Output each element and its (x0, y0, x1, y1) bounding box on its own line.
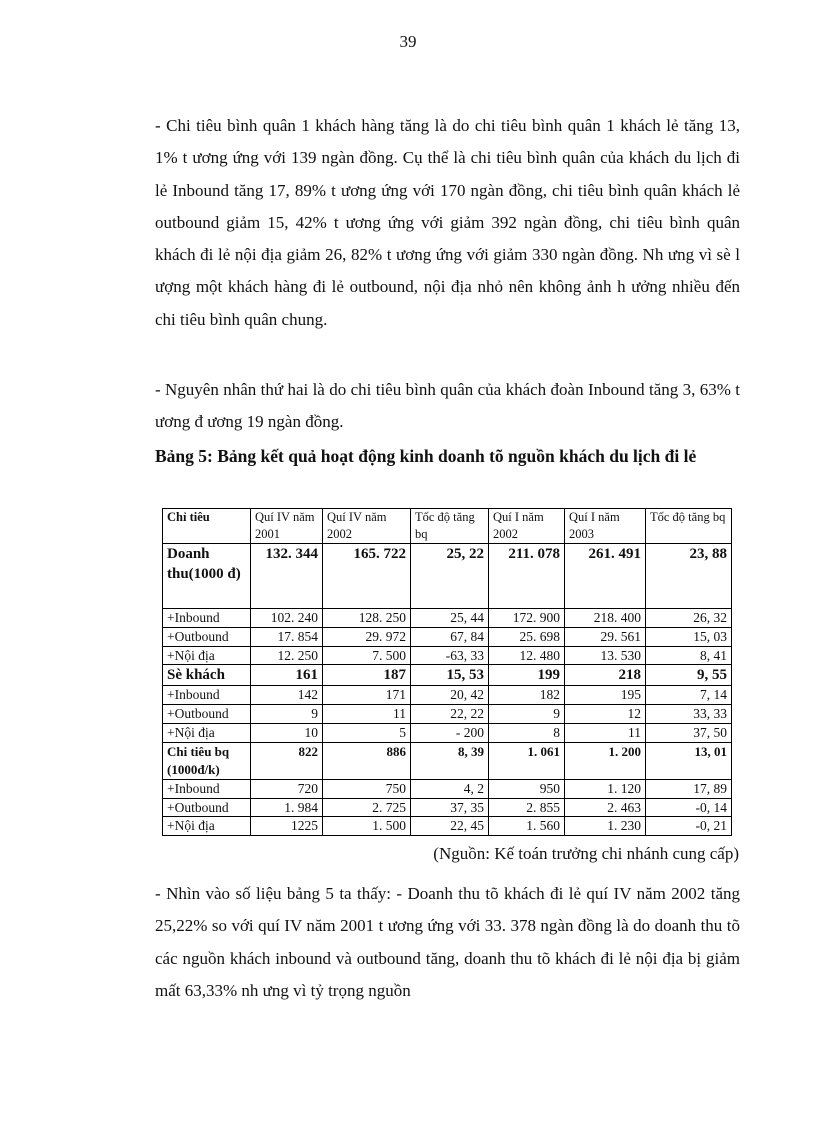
cell: 886 (323, 742, 411, 779)
cell: 261. 491 (565, 544, 646, 609)
table-row (163, 627, 732, 646)
cell: 182 (489, 686, 565, 705)
cell: 29. 561 (565, 627, 646, 646)
cell: - 200 (411, 723, 489, 742)
cell: 12 (565, 705, 646, 724)
cell: 22, 45 (411, 817, 489, 836)
row-label: +Nội địa (163, 723, 251, 742)
cell: 9, 55 (646, 665, 732, 686)
cell: 17, 89 (646, 779, 732, 798)
cell: 13. 530 (565, 646, 646, 665)
header-cell: Tốc độ tăng bq (646, 509, 732, 544)
cell: 8, 41 (646, 646, 732, 665)
paragraph-second-reason: - Nguyên nhân thứ hai là do chi tiêu bình quân của khách đoàn Inbound tăng 3, 63% t ương đ ương 19 ngàn đồng. (155, 380, 740, 432)
row-label: +Inbound (163, 686, 251, 705)
cell: 29. 972 (323, 627, 411, 646)
cell: 132. 344 (251, 544, 323, 609)
cell: 102. 240 (251, 609, 323, 628)
row-label: Sè khách (163, 665, 251, 686)
cell: -0, 21 (646, 817, 732, 836)
cell: 172. 900 (489, 609, 565, 628)
row-label: +Inbound (163, 609, 251, 628)
cell: 7, 14 (646, 686, 732, 705)
cell: 17. 854 (251, 627, 323, 646)
paragraph-table-analysis: - Nhìn vào số liệu bảng 5 ta thấy: - Doanh thu tõ khách đi lẻ quí IV năm 2002 tăng 25,22% so với quí IV năm 2001 t ương ứng với 33. 378 ngàn đồng là do doanh thu tõ các nguồn khách inbound và outbound tăng, doanh thu tõ khách đi lẻ nội địa bị giảm mất 63,33% nh ưng vì tỷ trọng nguồn (155, 884, 740, 1000)
cell: 171 (323, 686, 411, 705)
row-label: Chi tiêu bq (1000đ/k) (163, 742, 251, 779)
cell: 822 (251, 742, 323, 779)
cell: 11 (323, 705, 411, 724)
cell: 12. 480 (489, 646, 565, 665)
cell: 25. 698 (489, 627, 565, 646)
table-row (163, 742, 732, 779)
cell: 750 (323, 779, 411, 798)
cell: 142 (251, 686, 323, 705)
cell: 2. 855 (489, 798, 565, 817)
cell: 37, 50 (646, 723, 732, 742)
cell: 25, 22 (411, 544, 489, 609)
cell: 218 (565, 665, 646, 686)
table-row (163, 686, 732, 705)
cell: 67, 84 (411, 627, 489, 646)
cell: 22, 22 (411, 705, 489, 724)
cell: 9 (489, 705, 565, 724)
cell: 218. 400 (565, 609, 646, 628)
row-label: +Nội địa (163, 646, 251, 665)
row-label: +Nội địa (163, 817, 251, 836)
cell: 10 (251, 723, 323, 742)
cell: 23, 88 (646, 544, 732, 609)
row-label: +Outbound (163, 705, 251, 724)
cell: 1. 500 (323, 817, 411, 836)
page-number: 39 (399, 32, 417, 51)
cell: 187 (323, 665, 411, 686)
cell: 15, 53 (411, 665, 489, 686)
cell: 720 (251, 779, 323, 798)
cell: 26, 32 (646, 609, 732, 628)
cell: 2. 725 (323, 798, 411, 817)
row-label: Doanh thu(1000 đ) (163, 544, 251, 609)
cell: 195 (565, 686, 646, 705)
row-label: +Outbound (163, 627, 251, 646)
header-cell: Quí IV năm 2001 (251, 509, 323, 544)
cell: 1225 (251, 817, 323, 836)
header-cell: Quí I năm 2002 (489, 509, 565, 544)
header-cell: Chỉ tiêu (163, 509, 251, 544)
cell: 1. 061 (489, 742, 565, 779)
cell: 1. 230 (565, 817, 646, 836)
cell: 15, 03 (646, 627, 732, 646)
table-row (163, 817, 732, 836)
paragraph-spending-analysis: - Chi tiêu bình quân 1 khách hàng tăng là do chi tiêu bình quân 1 khách lẻ tăng 13, 1% t ương ứng với 139 ngàn đồng. Cụ thể là chi tiêu bình quân của khách du lịch đi lẻ Inbound tăng 17, 89% t ương ứng với 170 ngàn đồng, chi tiêu bình quân khách lẻ outbound giảm 15, 42% t ương ứng với giảm 392 ngàn đồng, chi tiêu bình quân khách đi lẻ nội địa giảm 26, 82% t ương ứng với giảm 330 ngàn đồng. Nh ưng vì sè l ượng một khách hàng đi lẻ outbound, nội địa nhỏ nên không ảnh h ưởng nhiều đến chi tiêu bình quân chung. (155, 116, 740, 329)
row-label: +Outbound (163, 798, 251, 817)
cell: 128. 250 (323, 609, 411, 628)
cell: 161 (251, 665, 323, 686)
cell: 1. 984 (251, 798, 323, 817)
cell: 11 (565, 723, 646, 742)
cell: 1. 560 (489, 817, 565, 836)
cell: 950 (489, 779, 565, 798)
cell: 8, 39 (411, 742, 489, 779)
cell: 211. 078 (489, 544, 565, 609)
header-cell: Quí IV năm 2002 (323, 509, 411, 544)
cell: 1. 120 (565, 779, 646, 798)
cell: 7. 500 (323, 646, 411, 665)
cell: 9 (251, 705, 323, 724)
cell: 33, 33 (646, 705, 732, 724)
cell: 37, 35 (411, 798, 489, 817)
cell: 12. 250 (251, 646, 323, 665)
table-row (163, 705, 732, 724)
header-cell: Tốc độ tăng bq (411, 509, 489, 544)
table-row (163, 609, 732, 628)
results-table (162, 508, 732, 836)
cell: 8 (489, 723, 565, 742)
cell: 1. 200 (565, 742, 646, 779)
cell: 20, 42 (411, 686, 489, 705)
source-note: (Nguồn: Kế toán trưởng chi nhánh cung cấp) (433, 844, 739, 863)
row-label: +Inbound (163, 779, 251, 798)
cell: 199 (489, 665, 565, 686)
cell: 165. 722 (323, 544, 411, 609)
table-caption: Bảng 5: Bảng kết quả hoạt động kinh doanh tõ nguồn khách du lịch đi lẻ (155, 446, 697, 466)
cell: -63, 33 (411, 646, 489, 665)
cell: 13, 01 (646, 742, 732, 779)
table-row (163, 723, 732, 742)
table-row (163, 665, 732, 686)
table-header-row (163, 509, 732, 544)
cell: 5 (323, 723, 411, 742)
cell: 2. 463 (565, 798, 646, 817)
cell: -0, 14 (646, 798, 732, 817)
table-row (163, 646, 732, 665)
header-cell: Quí I năm 2003 (565, 509, 646, 544)
table-row (163, 779, 732, 798)
cell: 25, 44 (411, 609, 489, 628)
table-row (163, 544, 732, 609)
table-row (163, 798, 732, 817)
cell: 4, 2 (411, 779, 489, 798)
